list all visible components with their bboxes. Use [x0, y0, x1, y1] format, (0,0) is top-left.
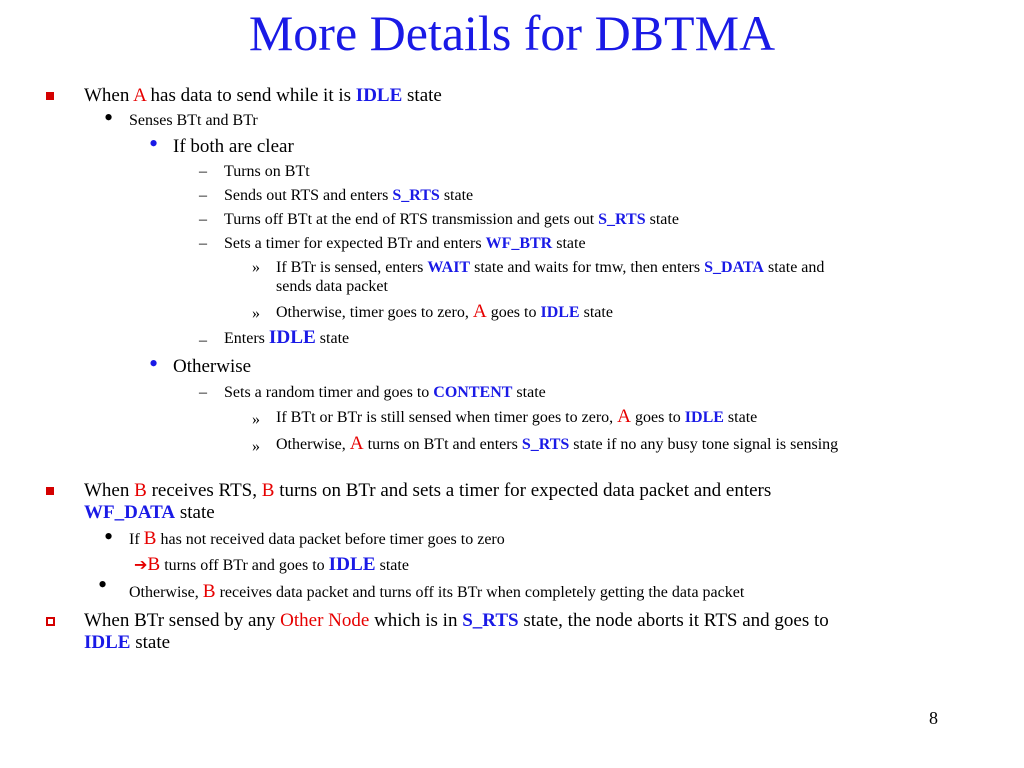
dash-icon: –: [199, 332, 207, 349]
raquo-icon: »: [252, 438, 260, 455]
raquo-icon: »: [252, 305, 260, 322]
square-bullet-icon: [46, 487, 54, 495]
detail-still-sensed: If BTt or BTr is still sensed when timer goes to zero, A goes to IDLE state: [276, 406, 758, 427]
dash-icon: –: [199, 384, 207, 401]
raquo-icon: »: [252, 259, 260, 276]
sub-otherwise: Otherwise: [173, 356, 252, 377]
step-random-timer: Sets a random timer and goes to CONTENT state: [224, 384, 546, 401]
sub-if-b-not-received: If B has not received data packet before timer goes to zero: [129, 528, 505, 549]
bullet-dot-icon: •: [149, 129, 159, 158]
sub-otherwise-b-receives: Otherwise, B receives data packet and turns off its BTr when completely getting the data packet: [129, 581, 745, 602]
dash-icon: –: [199, 235, 207, 252]
step-enters-idle: Enters IDLE state: [224, 327, 350, 348]
raquo-icon: »: [252, 411, 260, 428]
sub-both-clear: If both are clear: [173, 136, 294, 157]
detail-otherwise-btt: Otherwise, A turns on BTt and enters S_RTS state if no any busy tone signal is sensing: [276, 433, 839, 454]
dash-icon: –: [199, 163, 207, 180]
bullet-dot-icon: •: [104, 103, 114, 132]
slide-title: More Details for DBTMA: [248, 5, 776, 61]
detail-timer-zero: Otherwise, timer goes to zero, A goes to IDLE state: [276, 301, 613, 322]
detail-btr-sensed: If BTr is sensed, enters WAIT state and waits for tmw, then enters S_DATA state and: [276, 259, 825, 276]
hollow-square-bullet-icon: [46, 617, 55, 626]
step-sends-rts: Sends out RTS and enters S_RTS state: [224, 187, 474, 204]
bullet-when-b-receives: When B receives RTS, B turns on BTr and sets a timer for expected data packet and enters: [84, 480, 772, 501]
bullet-when-btr-sensed: When BTr sensed by any Other Node which is in S_RTS state, the node aborts it RTS and goes to: [84, 610, 829, 631]
bullet-dot-icon: •: [98, 570, 108, 599]
bullet-dot-icon: •: [104, 522, 114, 551]
step-sets-timer: Sets a timer for expected BTr and enters WF_BTR state: [224, 235, 586, 252]
dash-icon: –: [199, 211, 207, 228]
sub-b-turns-off: ➔B turns off BTr and goes to IDLE state: [134, 554, 409, 575]
bullet-when-b-receives-cont: WF_DATA state: [84, 502, 215, 523]
step-turns-on-btt: Turns on BTt: [224, 163, 310, 180]
bullet-when-btr-sensed-cont: IDLE state: [84, 632, 171, 653]
step-turns-off-btt: Turns off BTt at the end of RTS transmission and gets out S_RTS state: [224, 211, 679, 228]
arrow-right-icon: ➔: [134, 557, 148, 574]
bullet-when-a-idle: When A has data to send while it is IDLE state: [84, 85, 442, 106]
dash-icon: –: [199, 187, 207, 204]
page-number: 8: [929, 708, 938, 728]
sub-senses: Senses BTt and BTr: [129, 112, 258, 129]
square-bullet-icon: [46, 92, 54, 100]
bullet-dot-icon: •: [149, 349, 159, 378]
detail-btr-sensed-cont: sends data packet: [276, 278, 388, 295]
